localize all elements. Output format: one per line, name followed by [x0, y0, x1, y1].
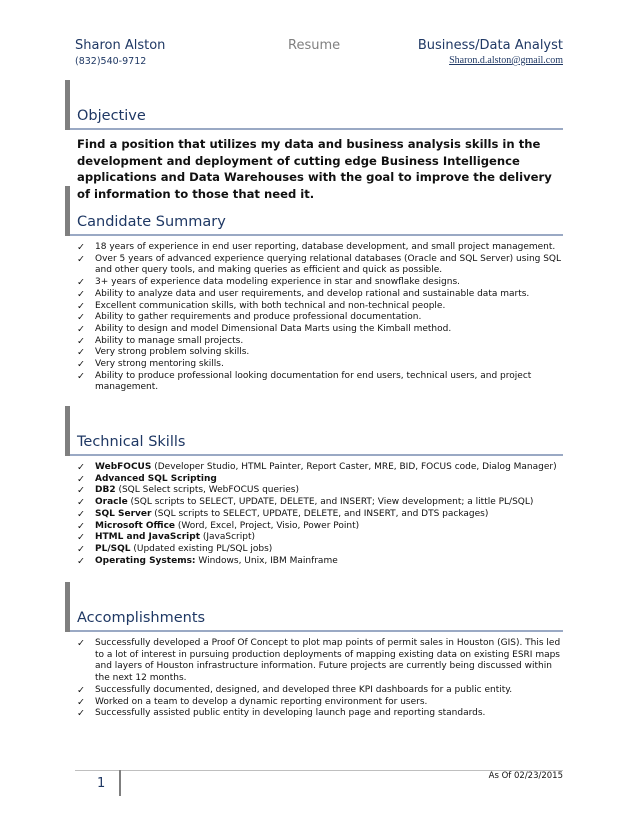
- list-item: [77, 685, 563, 697]
- list-item-text: Ability to produce professional looking documentation for end users, technical users, and project management.: [95, 370, 532, 393]
- list-item-text: Over 5 years of advanced experience querying relational databases (Oracle and SQL Server) using SQL and other query tools, and making queries as efficient and quick as possible.: [95, 253, 562, 276]
- checkmark-icon: ✓: [77, 543, 85, 555]
- skill-detail: (JavaScript): [200, 532, 255, 543]
- skill-name: Advanced SQL Scripting: [95, 473, 217, 484]
- list-item-text: Successfully developed a Proof Of Concept to plot map points of permit sales in Houston (GIS). This led to a lot of interest in pursuing production deployments of mapping existing data on existing ESRI maps and layers of Houston infrastructure information. Future projects are currently being discussed within the next 12 months.: [95, 638, 561, 684]
- list-item: [77, 371, 563, 394]
- skill-detail: (Updated existing PL/SQL jobs): [130, 543, 273, 554]
- checkmark-icon: ✓: [77, 312, 85, 324]
- list-item: [77, 359, 563, 371]
- list-item-text: 3+ years of experience data modeling experience in star and snowflake designs.: [95, 277, 461, 288]
- list-item-text: Excellent communication skills, with both technical and non-technical people.: [95, 300, 446, 311]
- objective-text: Find a position that utilizes my data and business analysis skills in the development and deployment of cutting edge Business Intelligence applications and Data Warehouses with the goal to improve the delivery of information to those that need it.: [77, 137, 552, 201]
- list-item: [77, 532, 563, 544]
- list-item-text: Ability to manage small projects.: [95, 335, 244, 346]
- skill-name: DB2: [95, 485, 116, 496]
- summary-heading-block: [65, 186, 563, 236]
- list-item: [77, 277, 563, 289]
- list-item: [77, 497, 563, 509]
- accomplishments-list: [65, 638, 563, 720]
- skills-heading-block: [65, 406, 563, 456]
- list-item: [77, 638, 563, 685]
- skills-heading: Technical Skills: [77, 434, 186, 450]
- list-item-text: Successfully documented, designed, and developed three KPI dashboards for a public entity.: [95, 684, 513, 695]
- objective-section: [65, 80, 563, 202]
- list-item: [77, 474, 563, 486]
- section-divider: [70, 454, 563, 456]
- list-item: [77, 289, 563, 301]
- checkmark-icon: ✓: [77, 347, 85, 359]
- list-item: [77, 697, 563, 709]
- accomplishments-heading: Accomplishments: [77, 610, 206, 626]
- checkmark-icon: ✓: [77, 462, 85, 473]
- skills-section: [65, 406, 563, 567]
- checkmark-icon: ✓: [77, 555, 85, 567]
- list-item: [77, 521, 563, 533]
- summary-list: [65, 242, 563, 394]
- list-item-text: Worked on a team to develop a dynamic reporting environment for users.: [95, 696, 428, 707]
- candidate-name: Sharon Alston: [75, 38, 166, 53]
- skill-detail: Windows, Unix, IBM Mainframe: [195, 555, 338, 566]
- list-item-text: Ability to gather requirements and produce professional documentation.: [95, 312, 422, 323]
- objective-heading: Objective: [77, 108, 146, 124]
- checkmark-icon: ✓: [77, 300, 85, 312]
- phone-number: (832)540-9712: [75, 56, 147, 67]
- page-number: 1: [97, 776, 106, 791]
- list-item: [77, 708, 563, 720]
- section-accent-bar: [65, 186, 70, 236]
- section-accent-bar: [65, 582, 70, 632]
- list-item: [77, 485, 563, 497]
- checkmark-icon: ✓: [77, 253, 85, 265]
- checkmark-icon: ✓: [77, 708, 85, 720]
- list-item: [77, 324, 563, 336]
- skill-name: SQL Server: [95, 508, 152, 519]
- list-item: [77, 509, 563, 521]
- list-item: [77, 242, 563, 254]
- page-header: [75, 38, 563, 72]
- list-item: [77, 347, 563, 359]
- checkmark-icon: ✓: [77, 638, 85, 649]
- skill-name: PL/SQL: [95, 543, 131, 554]
- checkmark-icon: ✓: [77, 277, 85, 289]
- objective-heading-block: [65, 80, 563, 130]
- document-title: Resume: [288, 38, 341, 53]
- list-item-text: Ability to design and model Dimensional Data Marts using the Kimball method.: [95, 323, 452, 334]
- page-footer: [75, 770, 563, 800]
- summary-section: [65, 186, 563, 394]
- list-item: [77, 301, 563, 313]
- checkmark-icon: ✓: [77, 497, 85, 509]
- list-item-text: Successfully assisted public entity in developing launch page and reporting standards.: [95, 708, 486, 719]
- candidate-role: Business/Data Analyst: [417, 38, 563, 53]
- skill-name: Operating Systems:: [95, 555, 196, 566]
- checkmark-icon: ✓: [77, 520, 85, 532]
- list-item-text: Very strong problem solving skills.: [95, 347, 250, 358]
- skill-detail: (SQL Select scripts, WebFOCUS queries): [115, 485, 299, 496]
- checkmark-icon: ✓: [77, 288, 85, 300]
- section-accent-bar: [65, 406, 70, 456]
- skill-detail: (Word, Excel, Project, Visio, Power Point): [175, 520, 360, 531]
- list-item: [77, 254, 563, 277]
- skill-detail: (SQL scripts to SELECT, UPDATE, DELETE, and INSERT; View development; a little PL/SQL): [127, 497, 534, 508]
- skill-name: Microsoft Office: [95, 520, 176, 531]
- list-item: [77, 556, 563, 568]
- list-item: [77, 312, 563, 324]
- checkmark-icon: ✓: [77, 473, 85, 485]
- section-accent-bar: [65, 80, 70, 130]
- section-divider: [70, 630, 563, 632]
- skill-name: HTML and JavaScript: [95, 532, 200, 543]
- checkmark-icon: ✓: [77, 323, 85, 335]
- checkmark-icon: ✓: [77, 532, 85, 544]
- checkmark-icon: ✓: [77, 242, 85, 253]
- skills-list: [65, 462, 563, 567]
- skill-detail: (Developer Studio, HTML Painter, Report Caster, MRE, BID, FOCUS code, Dialog Manager): [151, 462, 557, 472]
- skill-name: Oracle: [95, 497, 128, 508]
- list-item: [77, 544, 563, 556]
- section-divider: [70, 128, 563, 130]
- list-item-text: Ability to analyze data and user requirements, and develop rational and sustainable data marts.: [95, 288, 530, 299]
- skill-detail: (SQL scripts to SELECT, UPDATE, DELETE, and INSERT, and DTS packages): [151, 508, 489, 519]
- list-item-text: Very strong mentoring skills.: [95, 359, 224, 370]
- as-of-date: As Of 02/23/2015: [488, 771, 563, 781]
- checkmark-icon: ✓: [77, 335, 85, 347]
- checkmark-icon: ✓: [77, 696, 85, 708]
- checkmark-icon: ✓: [77, 508, 85, 520]
- checkmark-icon: ✓: [77, 359, 85, 371]
- skill-name: WebFOCUS: [95, 462, 152, 472]
- accomplishments-section: [65, 582, 563, 720]
- checkmark-icon: ✓: [77, 370, 85, 382]
- accomplishments-heading-block: [65, 582, 563, 632]
- section-divider: [70, 234, 563, 236]
- checkmark-icon: ✓: [77, 684, 85, 696]
- list-item-text: 18 years of experience in end user reporting, database development, and small project management.: [95, 242, 556, 252]
- summary-heading: Candidate Summary: [77, 214, 226, 230]
- list-item: [77, 462, 563, 474]
- checkmark-icon: ✓: [77, 485, 85, 497]
- list-item: [77, 336, 563, 348]
- footer-accent-bar: [119, 770, 121, 796]
- email-link[interactable]: Sharon.d.alston@gmail.com: [449, 55, 563, 66]
